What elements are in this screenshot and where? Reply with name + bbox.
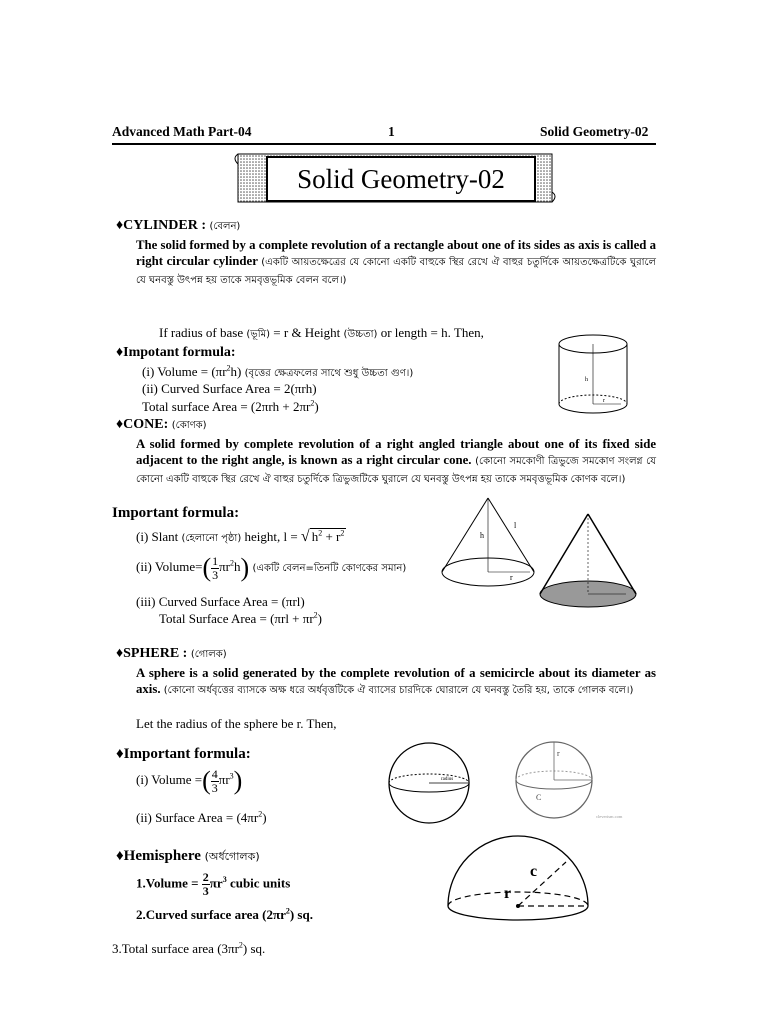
cone-figure-shaded	[536, 510, 640, 614]
hemisphere-curved-area-formula: 2.Curved surface area $(2\pi r^2)$ sq.	[136, 906, 313, 922]
cone-label-r: r	[510, 573, 513, 582]
cone-total-area-formula: Total Surface Area = $(\pi rl + \pi r^2)$	[159, 610, 322, 626]
sphere-formula-heading: ♦Important formula:	[116, 746, 251, 762]
sphere-surface-area-formula: (ii) Surface Area = $(4\pi r^2)$	[136, 809, 267, 825]
cone-curved-area-formula: (iii) Curved Surface Area = (πrl)	[136, 594, 305, 609]
sphere-volume-formula: (i) Volume =( $\frac{4}{3}$ $\pi r^3$)	[136, 766, 243, 795]
cylinder-definition: The solid formed by a complete revolution of a rectangle about one of its sides as axis is called a right circular cylinder (একটি আয়তক্ষেত্রের যে কোনো একটি বাহুকে স্থির রেখে ঐ বাহুর চতুর্দিকে আয়তক্ষেত্রটিকে ঘুরালে যে ঘনবস্তু উৎপন্ন হয় তাকে সমবৃত্তভূমিক বেলন বলে।)	[136, 238, 656, 286]
page-title: Solid Geometry-02	[266, 156, 536, 202]
hemisphere-heading: ♦Hemisphere (অর্ধগোলক)	[116, 848, 260, 864]
hemisphere-label-r: r	[504, 885, 512, 902]
header-rule	[112, 143, 656, 145]
hemisphere-volume-formula: 1.Volume = $\frac{2}{3}$ $\pi r^3$ cubic units	[136, 870, 291, 898]
cone-label-h: h	[480, 531, 484, 540]
cylinder-volume-formula: (i) Volume = $(\pi r^2h)$ (বৃত্তের ক্ষেত্রফলের সাথে শুধু উচ্চতা গুণ।)	[142, 363, 414, 379]
cone-slant-formula: (i) Slant (হেলানো পৃষ্ঠা) height, l = √ $h^2 + r^2$	[136, 528, 345, 545]
sphere-let-line: Let the radius of the sphere be r. Then,	[136, 716, 337, 731]
cone-formula-heading: Important formula:	[112, 505, 240, 521]
cylinder-formula-heading: ♦Impotant formula:	[116, 345, 236, 360]
cone-definition: A solid formed by complete revolution of a right angled triangle about one of its fixed side adjacent to the right angle, is known as a right circular cone. (কোনো সমকোণী ত্রিভুজে সমকোণ সংলগ্ন যে কোনো একটি বাহুকে স্থির রেখে ঐ বাহুর চতুর্দিকে ত্রিভুজটিকে ঘুরালে যে ঘনবস্তু উৎপন্ন হয় তাকে সমবৃত্তভূমিক কোণক বলে।)	[136, 437, 656, 485]
cylinder-if-line: If radius of base (ভূমি) = r & Height (উচ্চতা) or length = h. Then,	[159, 325, 484, 340]
cone-heading: ♦CONE: (কোণক)	[116, 417, 207, 432]
hemisphere-total-area-formula: 3.Total surface area $(3\pi r^2)$ sq.	[112, 940, 266, 956]
cylinder-curved-area-formula: (ii) Curved Surface Area = 2(πrh)	[142, 381, 317, 396]
sphere-figure-circumference	[508, 738, 634, 824]
cylinder-label-h: h	[585, 377, 588, 383]
sphere-figure-radius	[386, 740, 472, 826]
cylinder-heading: ♦CYLINDER : (বেলন)	[116, 218, 241, 233]
sphere-label-r: r	[557, 749, 560, 758]
hemisphere-figure	[442, 832, 594, 932]
sphere-label-c: C	[536, 793, 542, 802]
sphere-watermark: cleverism.com	[596, 814, 623, 819]
cylinder-label-r: r	[603, 398, 605, 404]
header-left: Advanced Math Part-04	[112, 124, 252, 139]
header-right: Solid Geometry-02	[540, 124, 649, 139]
hemisphere-label-c: c	[530, 863, 538, 880]
cone-figure-outline	[438, 492, 538, 596]
cone-volume-formula: (ii) Volume=( $\frac{1}{3}$ $\pi r^2h$) (একটি বেলন=তিনটি কোণকের সমান)	[136, 553, 407, 582]
sphere-definition: A sphere is a solid generated by the complete revolution of a semicircle about its diameter as axis. (কোনো অর্ধবৃত্তের ব্যাসকে অক্ষ ধরে অর্ধবৃত্তটিকে ঐ ব্যাসের চারদিকে ঘোরালে যে ঘনবস্তু তৈরি হয়, তাকে গোলক বলে।)	[136, 666, 656, 696]
cylinder-figure	[555, 333, 635, 419]
cylinder-total-area-formula: Total surface Area = $(2\pi rh + 2\pi r^2)$	[142, 398, 319, 414]
sphere-heading: ♦SPHERE : (গোলক)	[116, 646, 227, 661]
cone-label-l: l	[514, 521, 517, 530]
sphere-label-radius: radius	[441, 777, 454, 782]
page-number: 1	[388, 124, 395, 139]
